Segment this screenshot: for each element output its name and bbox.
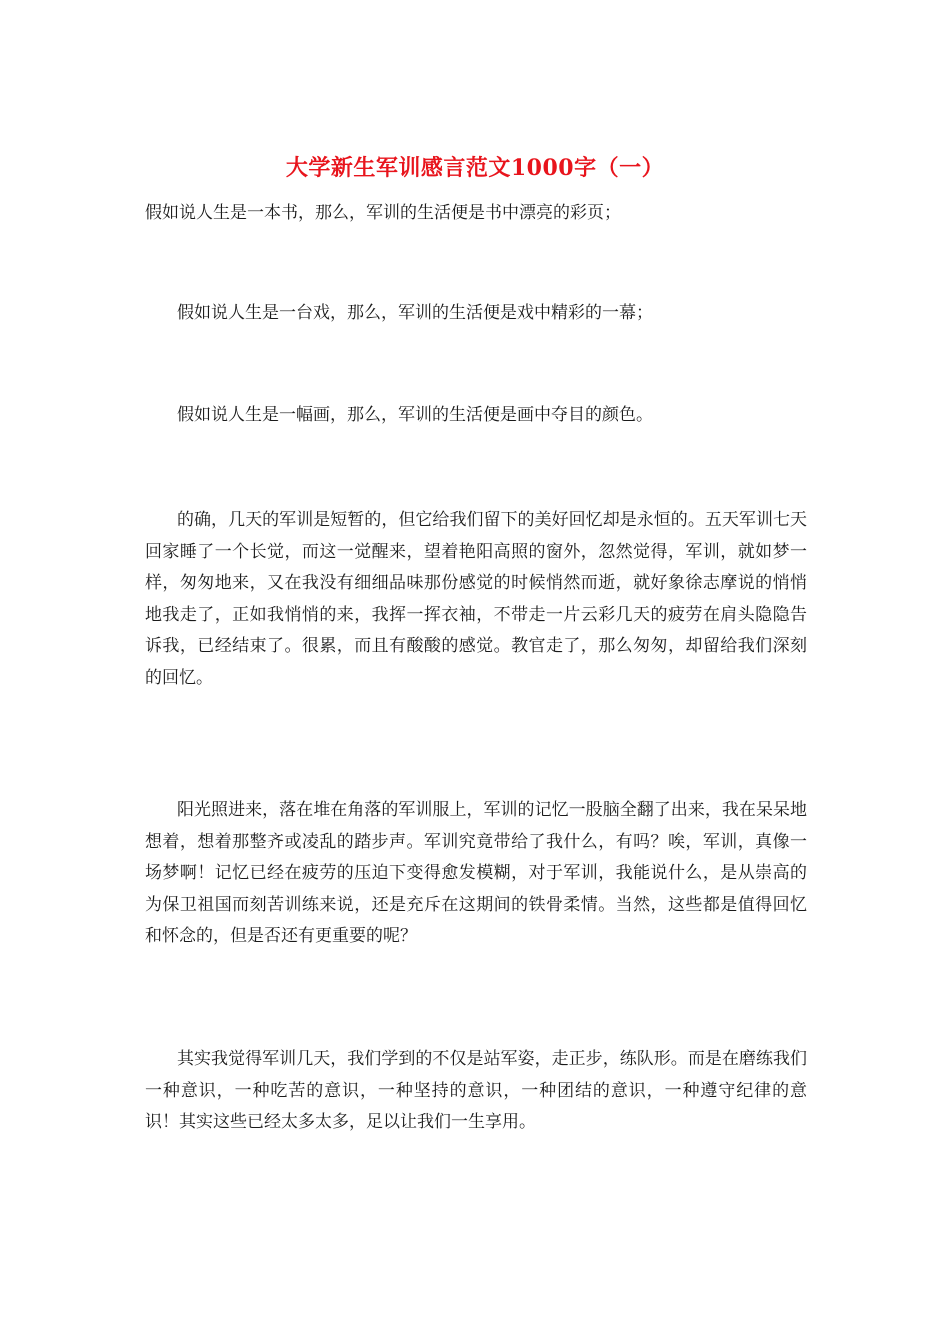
paragraph-6: 其实我觉得军训几天，我们学到的不仅是站军姿，走正步，练队形。而是在磨练我们一种意识，一种吃苦的意识，一种坚持的意识，一种团结的意识，一种遵守纪律的意识！其实这些已经太多太多，足以让我们一生享用。 [145,1049,807,1132]
paragraph-1: 假如说人生是一本书，那么，军训的生活便是书中漂亮的彩页； [145,203,621,223]
paragraph-4: 的确，几天的军训是短暂的，但它给我们留下的美好回忆却是永恒的。五天军训七天回家睡了一个长觉，而这一觉醒来，望着艳阳高照的窗外，忽然觉得，军训，就如梦一样，匆匆地来，又在我没有细细品味那份感觉的时候悄然而逝，就好象徐志摩说的悄悄地我走了，正如我悄悄的来，我挥一挥衣袖，不带走一片云彩几天的疲劳在肩头隐隐告诉我，已经结束了。很累，而且有酸酸的感觉。教官走了，那么匆匆，却留给我们深刻的回忆。 [145,510,807,688]
paragraph-3: 假如说人生是一幅画，那么，军训的生活便是画中夺目的颜色。 [177,405,653,425]
document-title: 大学新生军训感言范文1000字（一） [285,155,665,181]
paragraph-5: 阳光照进来，落在堆在角落的军训服上，军训的记忆一股脑全翻了出来，我在呆呆地想着，想着那整齐或凌乱的踏步声。军训究竟带给了我什么，有吗？唉，军训，真像一场梦啊！记忆已经在疲劳的压迫下变得愈发模糊，对于军训，我能说什么，是从崇高的为保卫祖国而刻苦训练来说，还是充斥在这期间的铁骨柔情。当然，这些都是值得回忆和怀念的，但是否还有更重要的呢？ [145,800,807,946]
paragraph-2: 假如说人生是一台戏，那么，军训的生活便是戏中精彩的一幕； [177,303,653,323]
